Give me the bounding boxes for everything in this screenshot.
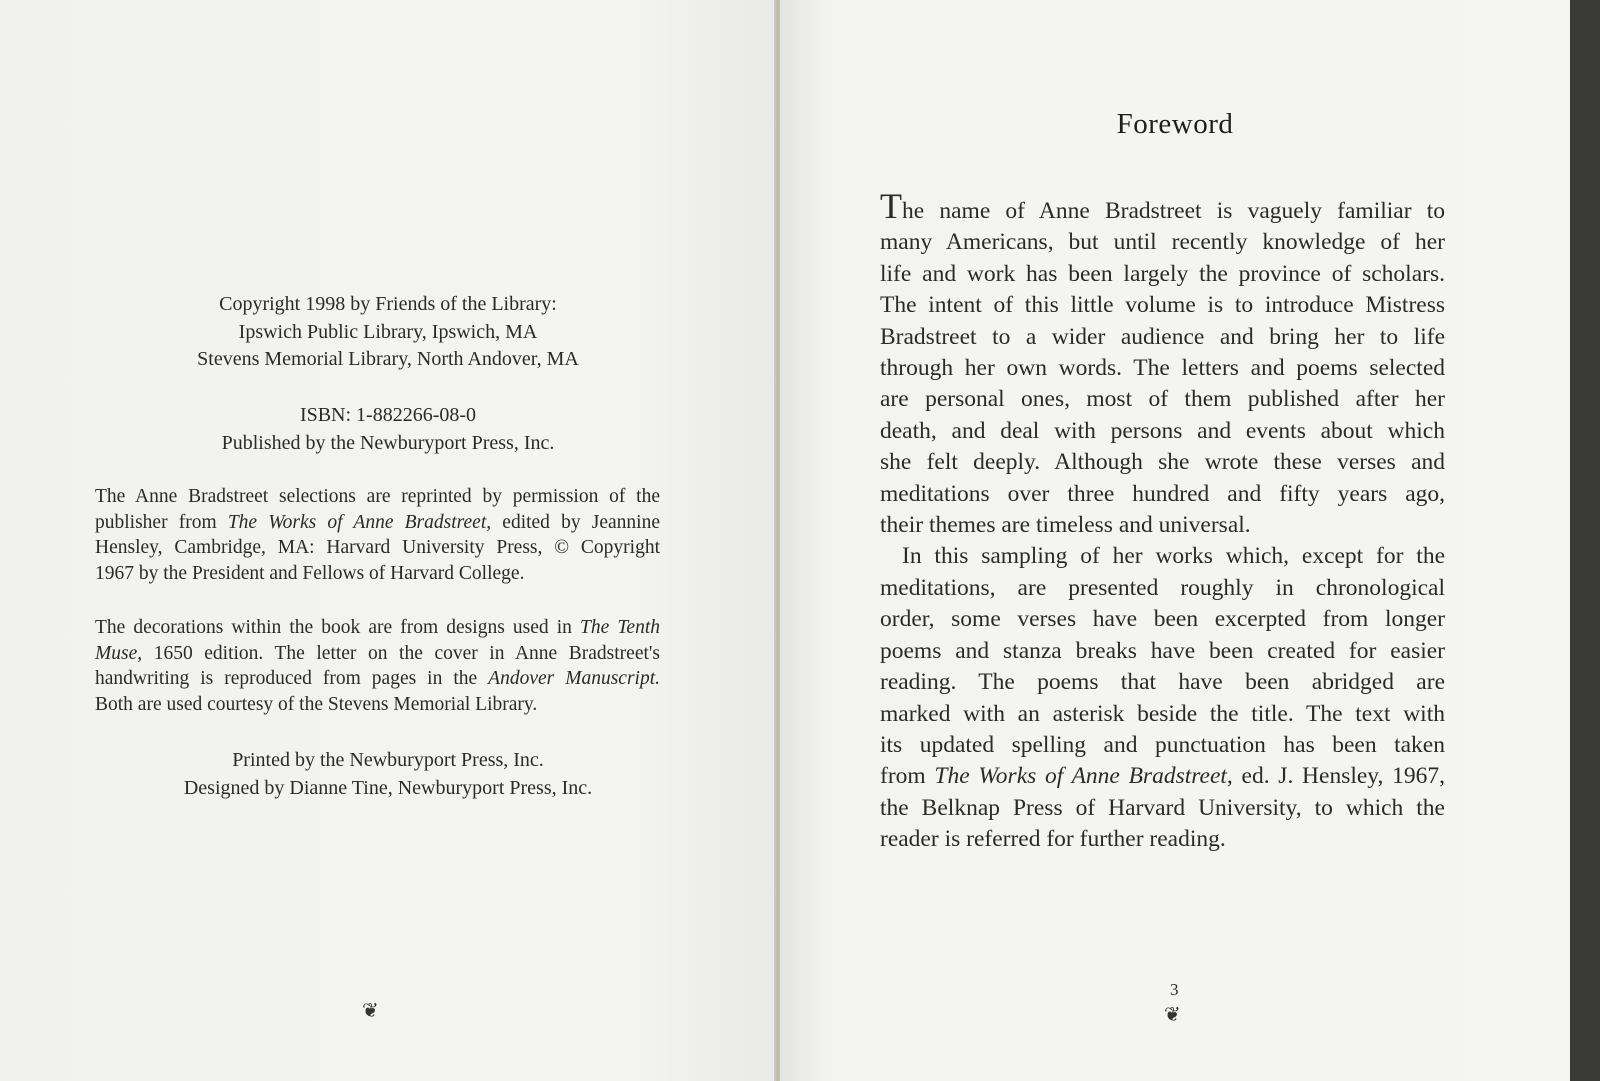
copyright-line: Stevens Memorial Library, North Andover, MA xyxy=(197,348,579,370)
printer-block xyxy=(0,747,776,802)
italic-title: The Tenth xyxy=(580,617,660,638)
text-line xyxy=(880,667,1445,698)
decorations-paragraph xyxy=(95,615,660,717)
text-line xyxy=(880,259,1445,290)
isbn: ISBN: 1-882266-08-0 xyxy=(299,404,477,426)
text-segment: reading. The poems that have been abridged are xyxy=(880,669,1445,696)
copyright-line: Copyright 1998 by Friends of the Library: xyxy=(219,293,557,315)
text-segment: order, some verses have been excerpted from longer xyxy=(880,606,1445,633)
text-line xyxy=(880,510,1445,541)
copyright-line: Ipswich Public Library, Ipswich, MA xyxy=(238,320,538,343)
drop-cap: T xyxy=(880,186,902,226)
text-segment: The intent of this little volume is to introduce Mistress xyxy=(880,292,1445,319)
text-segment: she felt deeply. Although she wrote these verses and xyxy=(880,449,1445,476)
text-segment: death, and deal with persons and events about which xyxy=(880,417,1445,444)
text-segment: the Belknap Press of Harvard University, to which the xyxy=(880,794,1445,821)
text-line xyxy=(880,730,1445,761)
text-line xyxy=(880,824,1445,855)
text-line xyxy=(880,227,1445,258)
text-segment: its updated spelling and punctuation has been taken xyxy=(880,731,1445,758)
text-segment: poems and stanza breaks have been created for easier xyxy=(880,637,1445,664)
text-line xyxy=(880,541,1445,572)
text-segment: meditations over three hundred and fifty years ago, xyxy=(880,480,1445,507)
text-line xyxy=(880,290,1445,321)
text-line xyxy=(880,384,1445,415)
designer-line: Designed by Dianne Tine, Newburyport Press, Inc. xyxy=(183,776,593,799)
text-line xyxy=(95,535,660,561)
text-line xyxy=(880,636,1445,667)
text-segment: Both are used courtesy of the Stevens Memorial Library. xyxy=(95,693,538,715)
text-line xyxy=(880,604,1445,635)
text-segment: meditations, are presented roughly in chronological xyxy=(880,574,1445,601)
text-line xyxy=(95,641,660,667)
text-line xyxy=(95,666,660,692)
text-segment: life and work has been largely the province of scholars. xyxy=(880,260,1445,287)
page-number: 3 xyxy=(1170,980,1179,999)
text-segment: reader is referred for further reading. xyxy=(880,826,1226,853)
ornament-icon: ❦ xyxy=(362,1000,379,1022)
text-segment: In this sampling of her works which, except for the xyxy=(902,543,1445,570)
text-segment: are personal ones, most of them published after her xyxy=(880,386,1445,413)
right-page xyxy=(780,0,1570,1081)
text-line xyxy=(880,479,1445,510)
text-line xyxy=(880,793,1445,824)
text-segment: many Americans, but until recently knowledge of her xyxy=(880,229,1445,256)
text-segment: Bradstreet to a wider audience and bring her to life xyxy=(880,323,1445,350)
italic-title: The Works of Anne Bradstreet xyxy=(934,763,1227,790)
text-line xyxy=(880,447,1445,478)
text-segment: 1650 edition. The letter on the cover in Anne Bradstreet's xyxy=(142,642,660,664)
text-line xyxy=(880,416,1445,447)
text-segment: he name of Anne Bradstreet is vaguely familiar to xyxy=(902,198,1445,224)
text-line xyxy=(880,322,1445,353)
text-line xyxy=(880,353,1445,384)
text-segment: from xyxy=(880,763,935,790)
italic-title: Muse, xyxy=(95,642,143,664)
text-segment: The decorations within the book are from designs used in xyxy=(95,617,581,638)
text-segment: publisher from xyxy=(95,511,228,533)
text-line xyxy=(95,484,660,510)
text-segment: through her own words. The letters and poems selected xyxy=(880,355,1445,382)
foreword-text xyxy=(880,186,1445,856)
text-line xyxy=(95,561,660,587)
text-line xyxy=(880,699,1445,730)
text-segment: 1967 by the President and Fellows of Harvard College. xyxy=(95,562,525,584)
text-segment: The Anne Bradstreet selections are reprinted by permission of the xyxy=(95,486,660,507)
text-segment: handwriting is reproduced from pages in the xyxy=(95,668,489,689)
text-line xyxy=(880,761,1445,792)
ornament-icon: ❦ xyxy=(1164,1004,1181,1026)
text-segment: marked with an asterisk beside the title. The text with xyxy=(880,700,1445,727)
text-segment: , edited by Jeannine xyxy=(486,511,660,533)
page-title: Foreword xyxy=(1116,108,1234,140)
isbn-block xyxy=(0,402,776,457)
left-page xyxy=(0,0,776,1081)
permission-paragraph xyxy=(95,484,660,586)
text-line xyxy=(880,186,1445,227)
text-segment: Hensley, Cambridge, MA: Harvard University Press, © Copyright xyxy=(95,537,660,558)
italic-title: The Works of Anne Bradstreet xyxy=(227,511,487,533)
text-segment: , ed. J. Hensley, 1967, xyxy=(1226,763,1445,790)
copyright-block xyxy=(0,291,776,374)
text-line xyxy=(95,692,660,718)
text-segment: their themes are timeless and universal. xyxy=(880,512,1251,539)
printer-line: Printed by the Newburyport Press, Inc. xyxy=(232,749,544,771)
text-line xyxy=(880,573,1445,604)
italic-title: Andover Manuscript. xyxy=(488,668,660,689)
text-line xyxy=(95,510,660,536)
text-line xyxy=(95,615,660,641)
publisher: Published by the Newburyport Press, Inc. xyxy=(221,431,555,454)
